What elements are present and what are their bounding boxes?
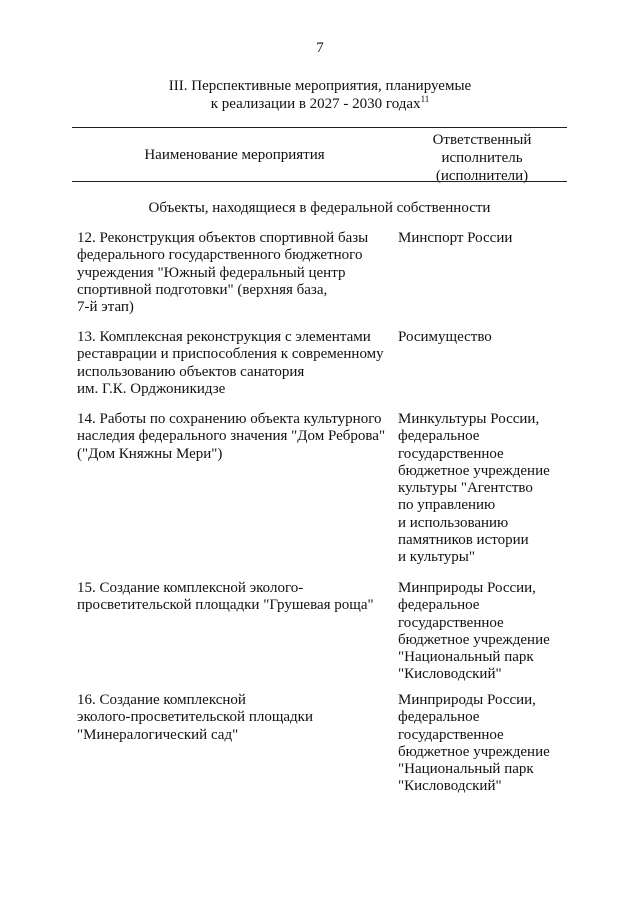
row-executor: Минспорт России xyxy=(398,230,513,246)
row-name: 13. Комплексная реконструкция с элементами реставрации и приспособления к современному использованию объектов санатория им. Г.К. Орджоникидзе xyxy=(77,329,384,397)
column-header-name: Наименование мероприятия xyxy=(144,147,325,163)
footnote-mark[interactable]: 11 xyxy=(420,94,430,104)
section-title-line-2 xyxy=(120,95,520,113)
table-header-rule xyxy=(72,181,567,182)
row-executor: Минприроды России, федеральное государственное бюджетное учреждение "Национальный парк "Кисловодский" xyxy=(398,692,550,795)
row-executor: Минприроды России, федеральное государственное бюджетное учреждение "Национальный парк "Кисловодский" xyxy=(398,580,550,683)
section-title xyxy=(120,77,520,113)
row-name: 14. Работы по сохранению объекта культурного наследия федерального значения "Дом Реброва" ("Дом Княжны Мери") xyxy=(77,411,386,462)
page-number: 7 xyxy=(316,40,324,56)
row-executor: Минкультуры России, федеральное государственное бюджетное учреждение культуры "Агентство по управлению и использованию памятников истории и культуры" xyxy=(398,411,550,566)
section-title-line-2-text: к реализации в 2027 - 2030 годах xyxy=(210,96,421,112)
row-name: 15. Создание комплексной эколого- просветительской площадки "Грушевая роща" xyxy=(77,580,374,614)
row-executor: Росимущество xyxy=(398,329,492,345)
section-title-line-1: III. Перспективные мероприятия, планируемые xyxy=(168,78,472,94)
row-name: 12. Реконструкция объектов спортивной базы федерального государственного бюджетного учреждения "Южный федеральный центр спортивной подготовки" (верхняя база, 7-й этап) xyxy=(77,230,369,316)
column-header-executor: Ответственный исполнитель (исполнители) xyxy=(432,132,532,184)
row-name: 16. Создание комплексной эколого-просветительской площадки "Минералогический сад" xyxy=(77,692,313,743)
subsection-heading: Объекты, находящиеся в федеральной собственности xyxy=(148,200,491,216)
table-top-rule xyxy=(72,127,567,128)
